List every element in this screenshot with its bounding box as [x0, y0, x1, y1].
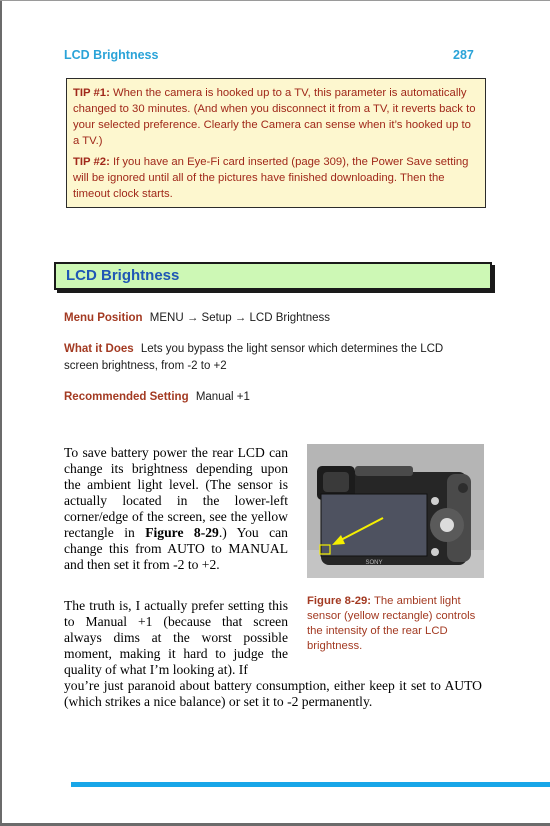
- tip-1-text: When the camera is hooked up to a TV, this parameter is automatically changed to 30 minutes. (And when you disconnect it from a TV, it reverts back to your selected preference. Clearly the Camera can sense when it’s hooked up to a TV.): [73, 87, 476, 147]
- section-heading-box: [54, 262, 492, 290]
- recommended-setting-value: Manual +1: [195, 391, 250, 403]
- eyepiece-window: [323, 472, 349, 492]
- caption-text: The ambient light sensor (yellow rectangle) controls the intensity of the rear LCD brightness.: [307, 595, 476, 652]
- recommended-setting-line: [64, 389, 464, 406]
- tip-2: [73, 154, 479, 202]
- camera-button: [431, 497, 439, 505]
- camera-brand-label: SONY: [365, 560, 383, 566]
- tip-box: [66, 78, 486, 208]
- figure-reference: Figure 8-29: [145, 525, 219, 540]
- menu-position-line: [64, 310, 464, 327]
- page-number: 287: [453, 48, 474, 62]
- section-heading: LCD Brightness: [66, 267, 180, 284]
- camera-photo: [307, 444, 484, 578]
- camera-lcd-screen: [321, 494, 427, 556]
- tip-2-label: TIP #2:: [73, 156, 110, 168]
- menu-position-label: Menu Position: [64, 312, 143, 324]
- camera-strap-lug: [458, 483, 468, 493]
- page-border-left: [0, 0, 2, 826]
- figure-caption: [307, 594, 485, 654]
- dial-center-button: [440, 518, 454, 532]
- body-paragraph-2-part-b: you’re just paranoid about battery consumption, either keep it set to AUTO (which strikes a nice balance) or set it to -2 permanently.: [64, 678, 482, 709]
- recommended-setting-label: Recommended Setting: [64, 391, 189, 403]
- page-border-top: [0, 0, 550, 1]
- bottom-rule: [71, 782, 550, 787]
- what-it-does-line: [64, 341, 464, 375]
- what-it-does-label: What it Does: [64, 343, 134, 355]
- body-paragraph-2-part-a: The truth is, I actually prefer setting this to Manual +1 (because that screen always dims at the worst possible moment, making it hard to judge the quality of what I’m looking at). If: [64, 598, 288, 677]
- body-paragraph-1: [64, 445, 288, 573]
- running-head-title: LCD Brightness: [64, 48, 159, 62]
- tip-1-label: TIP #1:: [73, 87, 110, 99]
- camera-top-plate: [355, 466, 413, 476]
- caption-label: Figure 8-29:: [307, 595, 372, 607]
- para1-text-b: .) You can change this from AUTO to MANUAL and then set it from -2 to +2.: [64, 525, 288, 572]
- tip-1: [73, 85, 479, 149]
- camera-button: [431, 548, 439, 556]
- tip-2-text: If you have an Eye-Fi card inserted (page 309), the Power Save setting will be ignored until all of the pictures have finished downloading. Then the timeout clock starts.: [73, 156, 469, 200]
- what-it-does-value: Lets you bypass the light sensor which determines the LCD screen brightness, from -2 to +2: [64, 343, 444, 372]
- para1-text-a: To save battery power the rear LCD can change its brightness depending upon the ambient light level. (The sensor is actually located in the lower-left corner/edge of the screen, see the yellow rectangle in: [64, 445, 288, 540]
- menu-position-value: MENU → Setup → LCD Brightness: [149, 312, 331, 324]
